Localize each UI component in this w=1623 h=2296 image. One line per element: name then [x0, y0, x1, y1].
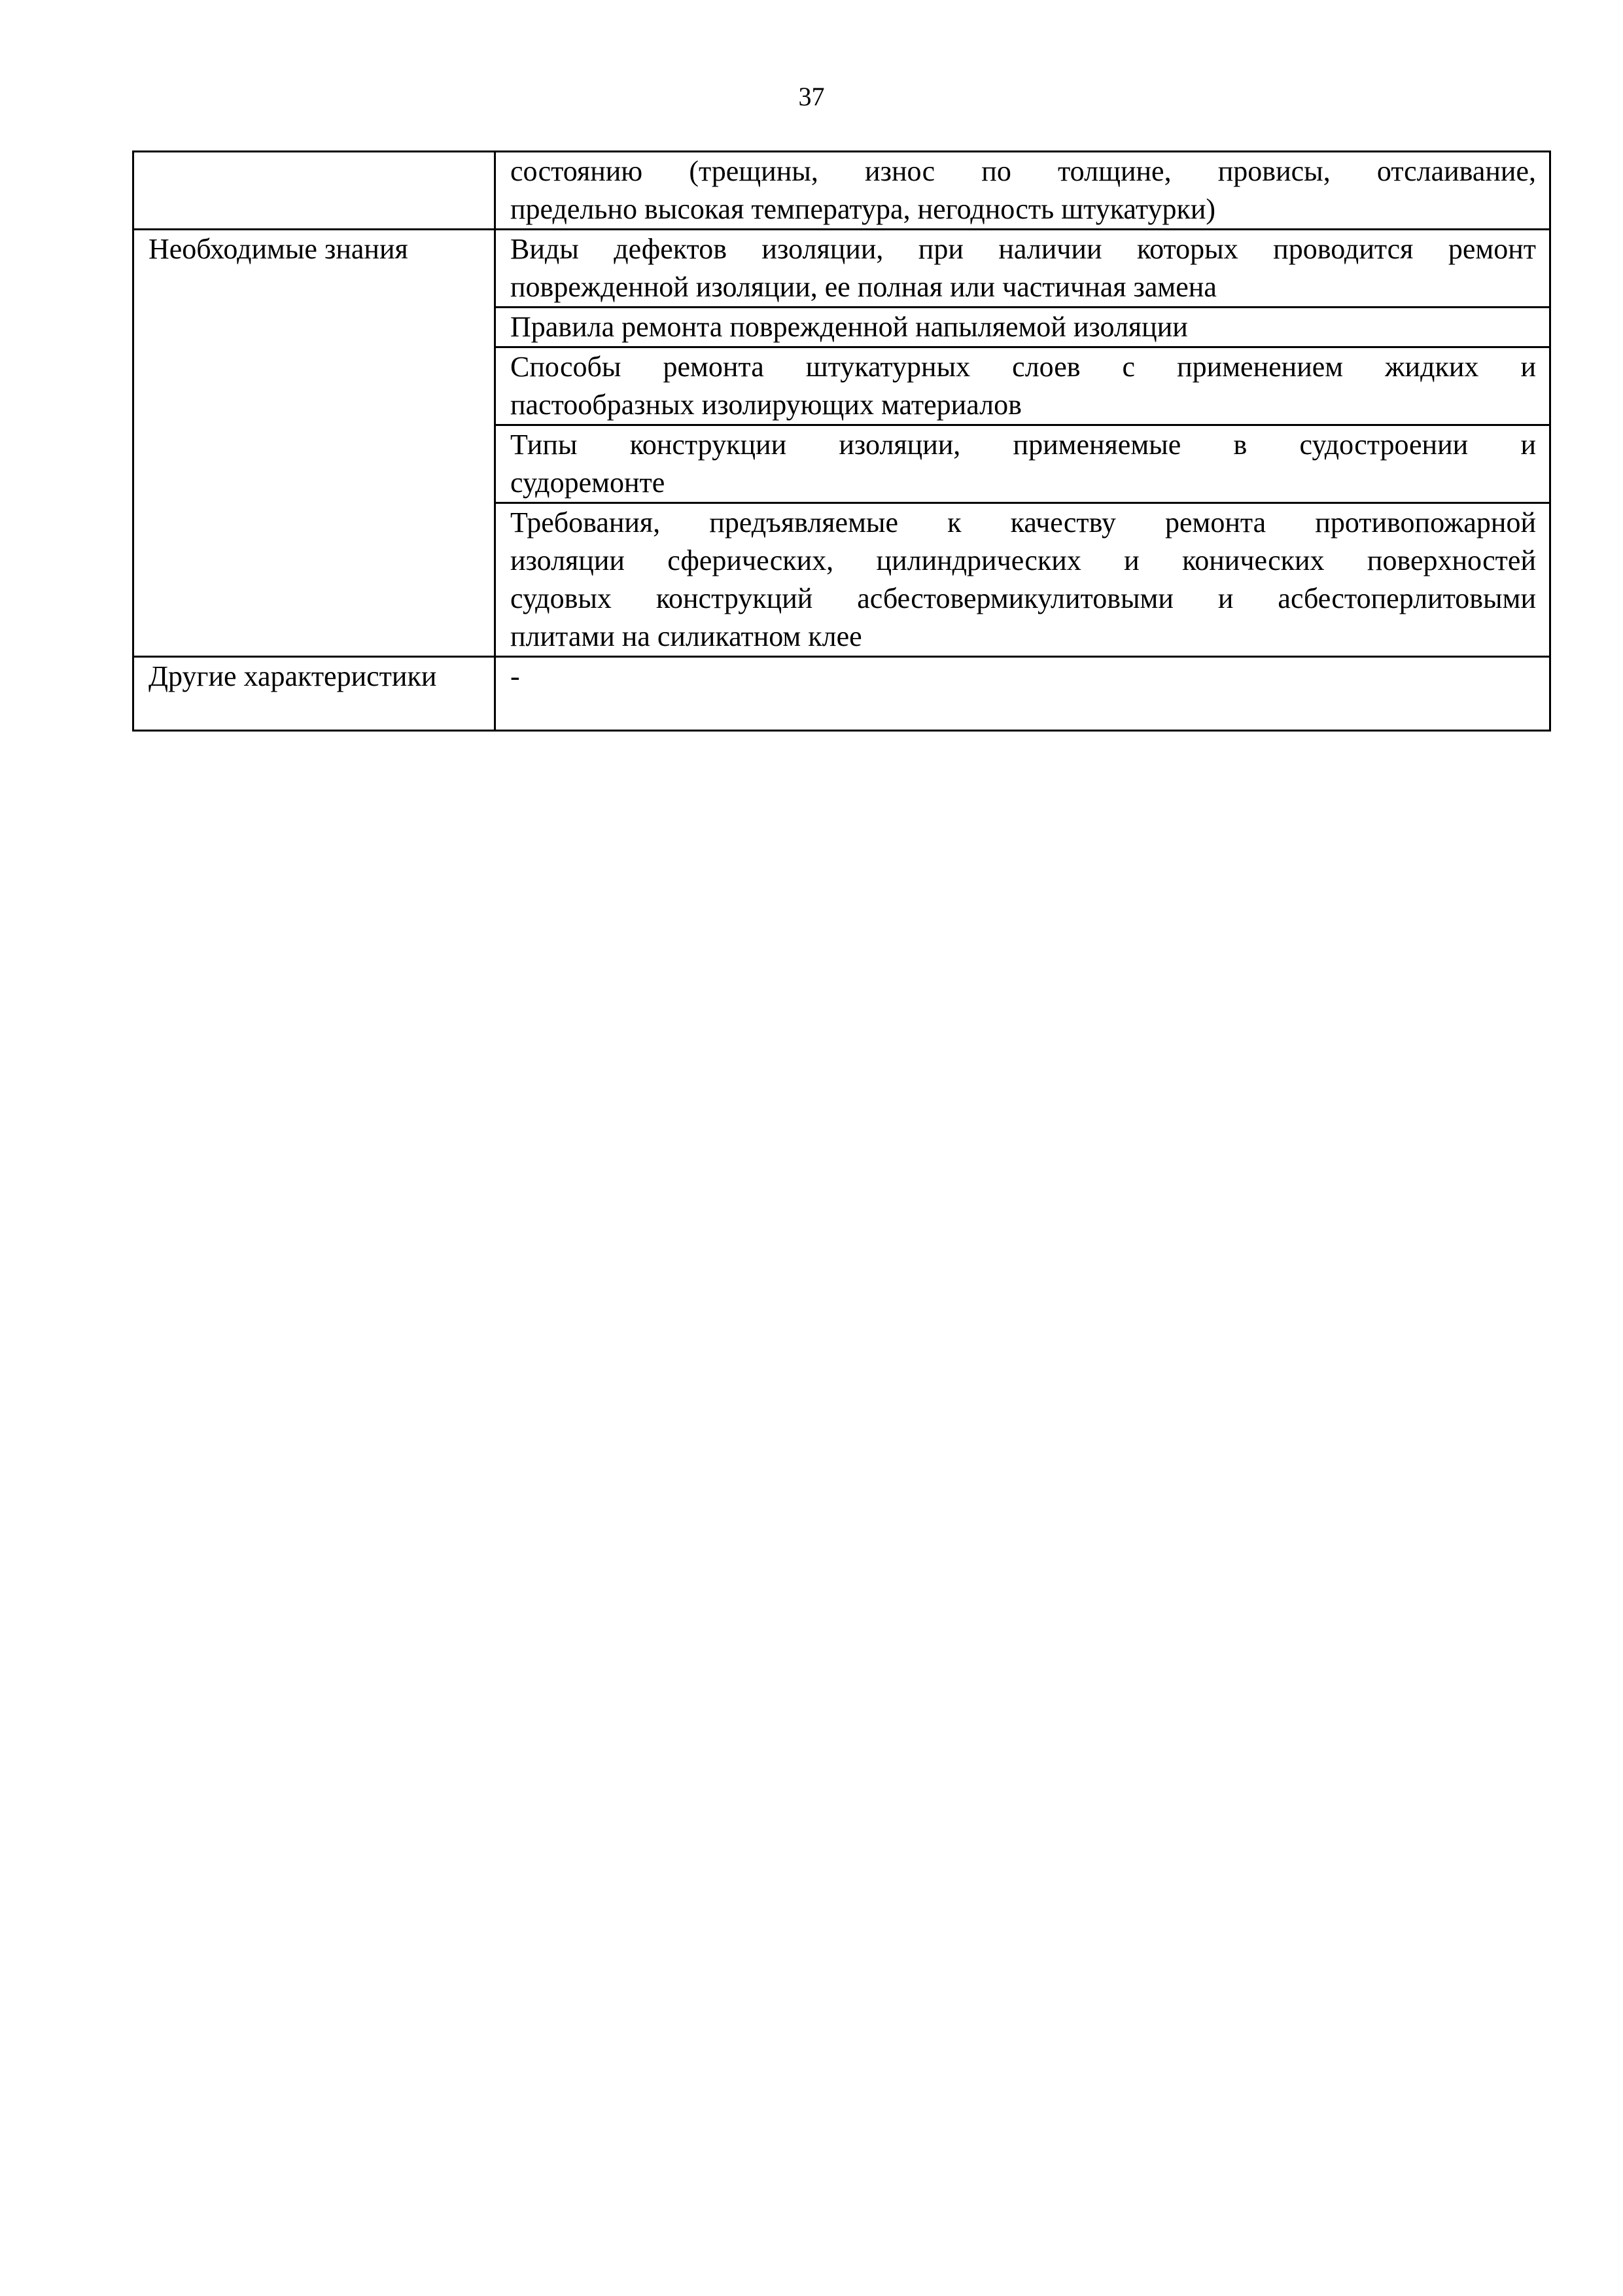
text-line: состоянию (трещины, износ по толщине, провисы, отслаивание, — [510, 155, 1536, 187]
text-line: пастообразных изолирующих материалов — [510, 389, 1022, 421]
text-line: Требования, предъявляемые к качеству ремонта противопожарной — [510, 506, 1536, 539]
table-row-other — [133, 657, 1550, 731]
row-label-knowledge: Необходимые знания — [133, 230, 495, 657]
knowledge-item-1 — [495, 230, 1550, 308]
text-line: поврежденной изоляции, ее полная или частичная замена — [510, 271, 1217, 303]
text-line: плитами на силикатном клее — [510, 620, 862, 652]
text-line: Правила ремонта поврежденной напыляемой изоляции — [510, 311, 1188, 343]
table-row-continuation — [133, 152, 1550, 230]
text-line: изоляции сферических, цилиндрических и конических поверхностей — [510, 544, 1536, 576]
text-line: Виды дефектов изоляции, при наличии которых проводится ремонт — [510, 233, 1536, 265]
page-number: 37 — [798, 82, 825, 111]
table-row-knowledge — [133, 230, 1550, 308]
text-line: Типы конструкции изоляции, применяемые в судостроении и — [510, 429, 1536, 461]
knowledge-item-4 — [495, 425, 1550, 503]
text-line: судовых конструкций асбестовермикулитовыми и асбестоперлитовыми — [510, 582, 1536, 614]
knowledge-item-3 — [495, 347, 1550, 425]
knowledge-item-5 — [495, 503, 1550, 657]
text-line: судоремонте — [510, 467, 665, 499]
row-label-empty — [133, 152, 495, 230]
qualification-table — [132, 150, 1551, 732]
knowledge-item-2 — [495, 308, 1550, 347]
text-line: предельно высокая температура, негодность штукатурки) — [510, 193, 1216, 225]
row-label-other: Другие характеристики — [133, 657, 495, 731]
other-value: - — [495, 657, 1550, 731]
text-line: Способы ремонта штукатурных слоев с применением жидких и — [510, 351, 1536, 383]
continuation-cell — [495, 152, 1550, 230]
